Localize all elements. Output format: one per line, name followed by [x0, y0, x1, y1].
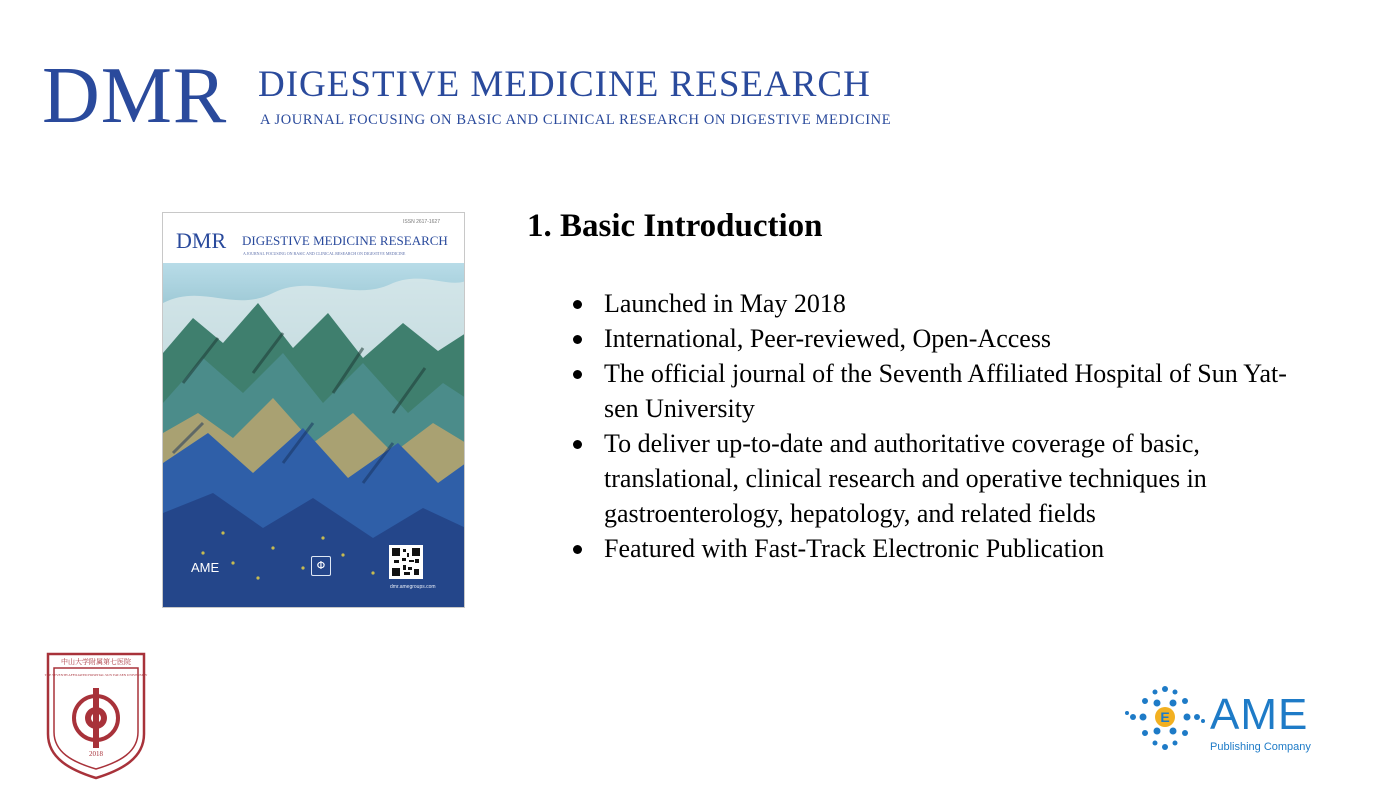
- dmr-logo-mark: DMR: [42, 52, 228, 140]
- cover-subtitle: A JOURNAL FOCUSING ON BASIC AND CLINICAL RESEARCH ON DIGESTIVE MEDICINE: [243, 251, 406, 256]
- bullet-item: Featured with Fast-Track Electronic Publication: [604, 531, 1294, 566]
- cover-qr-code-icon: [389, 545, 423, 579]
- cover-phi-icon: Φ: [311, 556, 331, 576]
- bullet-item: International, Peer-reviewed, Open-Access: [604, 321, 1294, 356]
- journal-subtitle: A JOURNAL FOCUSING ON BASIC AND CLINICAL RESEARCH ON DIGESTIVE MEDICINE: [260, 112, 892, 128]
- bullet-item: The official journal of the Seventh Affiliated Hospital of Sun Yat-sen University: [604, 356, 1294, 426]
- cover-dmr-mark: DMR: [176, 228, 227, 253]
- seal-chinese-text: 中山大学附属第七医院: [61, 658, 131, 666]
- journal-cover-image: [162, 212, 465, 608]
- cover-url: dmr.amegroups.com: [390, 584, 436, 590]
- svg-text:E: E: [1160, 709, 1170, 725]
- ame-dots-icon: [1123, 683, 1207, 755]
- ame-publishing-logo: [1123, 683, 1323, 755]
- section-title: 1. Basic Introduction: [527, 208, 823, 244]
- ame-wordmark: AME: [1210, 690, 1309, 739]
- cover-issn: ISSN 2617-1627: [403, 219, 440, 225]
- bullet-item: Launched in May 2018: [604, 286, 1294, 321]
- cover-ame-logo: AME: [191, 560, 220, 575]
- ame-subtitle: Publishing Company: [1210, 741, 1311, 753]
- cover-header: [163, 213, 464, 263]
- seal-english-text: THE SEVENTH AFFILIATED HOSPITAL SUN YAT-SEN UNIVERSITY: [44, 673, 148, 677]
- sysu-seventh-hospital-seal-logo: [44, 650, 148, 780]
- journal-title: DIGESTIVE MEDICINE RESEARCH: [258, 64, 871, 105]
- cover-title: DIGESTIVE MEDICINE RESEARCH: [242, 233, 448, 248]
- seal-year: 2018: [89, 750, 103, 758]
- bullet-item: To deliver up-to-date and authoritative coverage of basic, translational, clinical research and operative techniques in gastroenterology, hepatology, and related fields: [604, 426, 1294, 531]
- intro-bullet-list: [604, 286, 1294, 566]
